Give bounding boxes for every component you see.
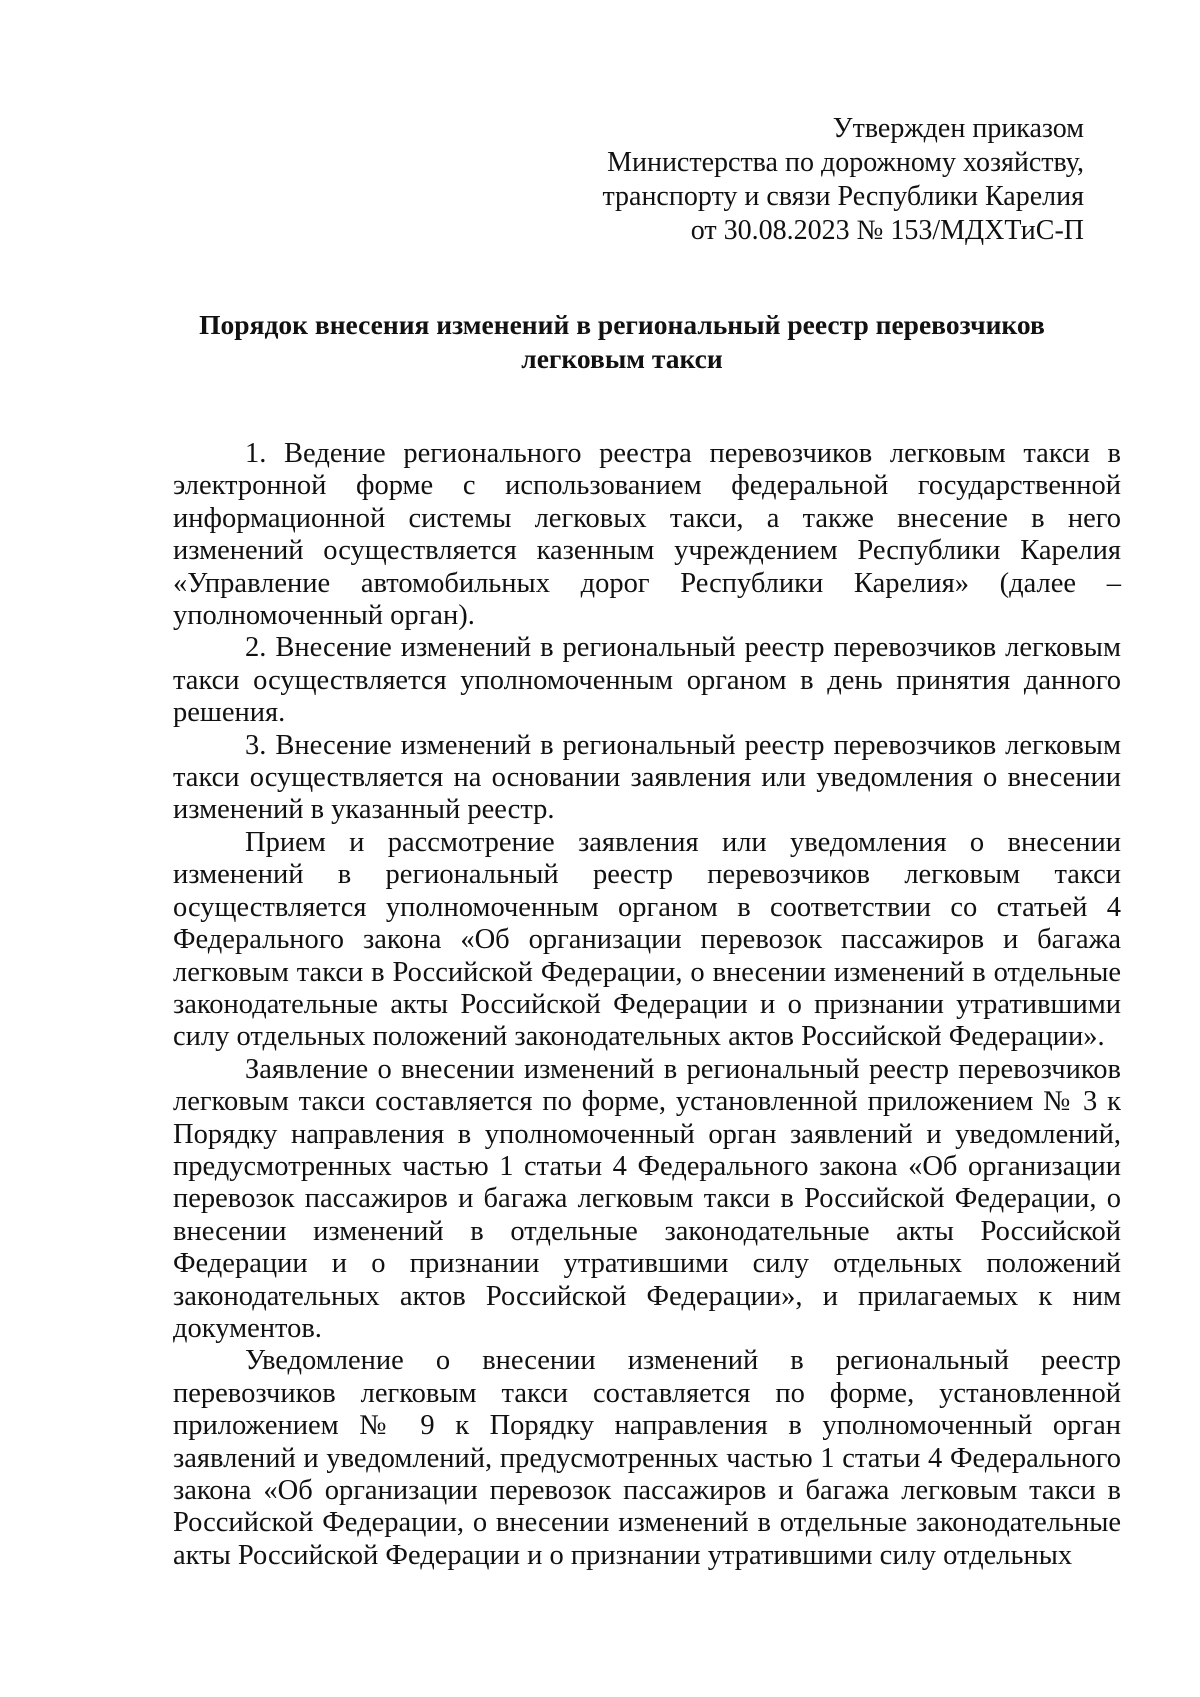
document-title [160, 308, 1084, 376]
approval-line-3: транспорту и связи Республики Карелия [602, 181, 1084, 212]
title-line-1: Порядок внесения изменений в региональный реестр перевозчиков [199, 309, 1045, 340]
approval-line-1: Утвержден приказом [832, 113, 1084, 144]
approval-stamp-block [464, 112, 1084, 248]
paragraph-5: Заявление о внесении изменений в региональный реестр перевозчиков легковым такси составляется по форме, установленной приложением № 3 к Порядку направления в уполномоченный орган заявлений и уведомлений, предусмотренных частью 1 статьи 4 Федерального закона «Об организации перевозок пассажиров и багажа легковым такси в Российской Федерации, о внесении изменений в отдельные законодательные акты Российской Федерации и о признании утратившими силу отдельных положений законодательных актов Российской Федерации», и прилагаемых к ним документов. [173, 1053, 1121, 1344]
approval-line-2: Министерства по дорожному хозяйству, [607, 147, 1084, 178]
paragraph-4: Прием и рассмотрение заявления или уведомления о внесении изменений в региональный реестр перевозчиков легковым такси осуществляется уполномоченным органом в соответствии со статьей 4 Федерального закона «Об организации перевозок пассажиров и багажа легковым такси в Российской Федерации, о внесении изменений в отдельные законодательные акты Российской Федерации и о признании утратившими силу отдельных положений законодательных актов Российской Федерации». [173, 826, 1121, 1053]
document-body [173, 438, 1121, 1572]
title-line-2: легковым такси [521, 343, 723, 374]
paragraph-2: 2. Внесение изменений в региональный реестр перевозчиков легковым такси осуществляется уполномоченным органом в день принятия данного решения. [173, 632, 1121, 729]
approval-line-4: от 30.08.2023 № 153/МДХТиС-П [690, 215, 1084, 246]
paragraph-1: 1. Ведение регионального реестра перевозчиков легковым такси в электронной форме с использованием федеральной государственной информационной системы легковых такси, а также внесение в него изменений осуществляется казенным учреждением Республики Карелия «Управление автомобильных дорог Республики Карелия» (далее – уполномоченный орган). [173, 438, 1121, 632]
paragraph-6: Уведомление о внесении изменений в региональный реестр перевозчиков легковым такси составляется по форме, установленной приложением № 9 к Порядку направления в уполномоченный орган заявлений и уведомлений, предусмотренных частью 1 статьи 4 Федерального закона «Об организации перевозок пассажиров и багажа легковым такси в Российской Федерации, о внесении изменений в отдельные законодательные акты Российской Федерации и о признании утратившими силу отдельных [173, 1345, 1121, 1571]
paragraph-3: 3. Внесение изменений в региональный реестр перевозчиков легковым такси осуществляется на основании заявления или уведомления о внесении изменений в указанный реестр. [173, 729, 1121, 826]
